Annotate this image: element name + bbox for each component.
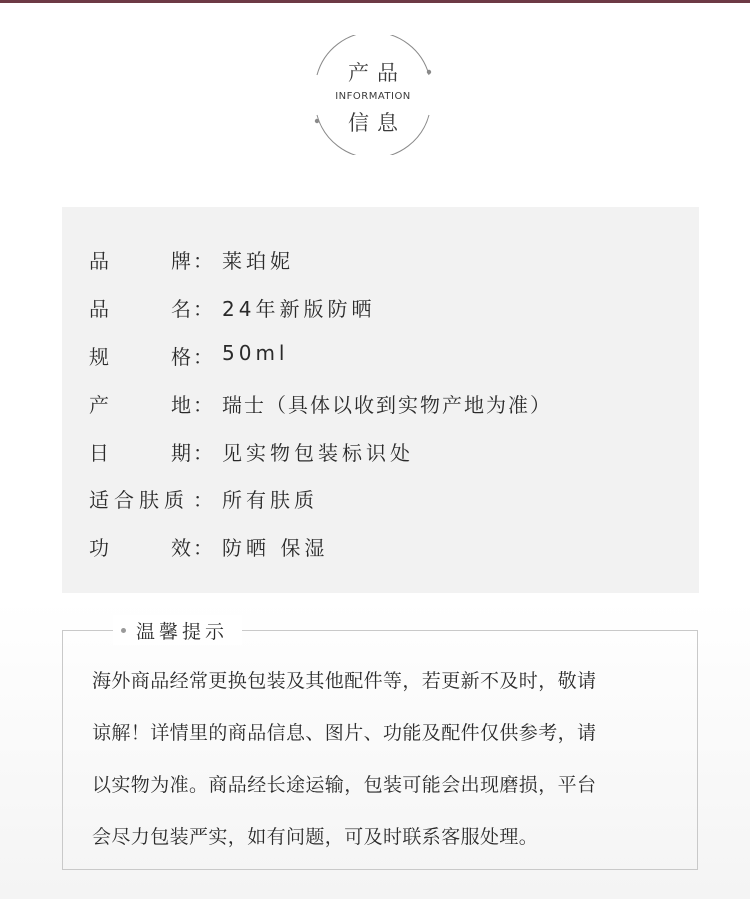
notice-title: 温馨提示	[136, 620, 229, 643]
notice-header	[113, 615, 242, 645]
top-accent-bar	[0, 0, 750, 3]
product-info-panel	[62, 207, 699, 593]
badge-title-bottom: 信息	[348, 111, 406, 135]
section-title-badge	[313, 35, 433, 155]
notice-line: 谅解！详情里的商品信息、图片、功能及配件仅供参考，请	[92, 722, 597, 744]
info-value: 50ml	[222, 341, 289, 365]
bullet-dot-icon	[121, 628, 126, 633]
notice-box	[62, 620, 698, 870]
info-value: 莱珀妮	[222, 249, 294, 273]
info-label: 产 地 ：	[89, 393, 213, 417]
info-value: 瑞士（具体以收到实物产地为准）	[222, 393, 552, 417]
notice-text	[92, 655, 682, 863]
badge-subtitle: INFORMATION	[335, 91, 411, 102]
notice-line: 海外商品经常更换包装及其他配件等，若更新不及时，敬请	[92, 670, 597, 692]
badge-title-top: 产品	[348, 61, 406, 85]
info-value: 防晒 保湿	[222, 536, 329, 560]
notice-line: 以实物为准。商品经长途运输，包装可能会出现磨损，平台	[92, 774, 597, 796]
notice-line: 会尽力包装严实，如有问题，可及时联系客服处理。	[92, 826, 539, 848]
info-label: 品 牌 ：	[89, 249, 213, 273]
info-label: 品 名 ：	[89, 297, 213, 321]
info-value: 见实物包装标识处	[222, 441, 414, 465]
info-label: 适合肤质 ：	[89, 488, 213, 512]
info-value: 所有肤质	[222, 488, 318, 512]
info-value: 24年新版防晒	[222, 297, 376, 321]
info-label: 功 效 ：	[89, 536, 213, 560]
info-label: 规 格 ：	[89, 345, 213, 369]
info-label: 日 期 ：	[89, 441, 213, 465]
